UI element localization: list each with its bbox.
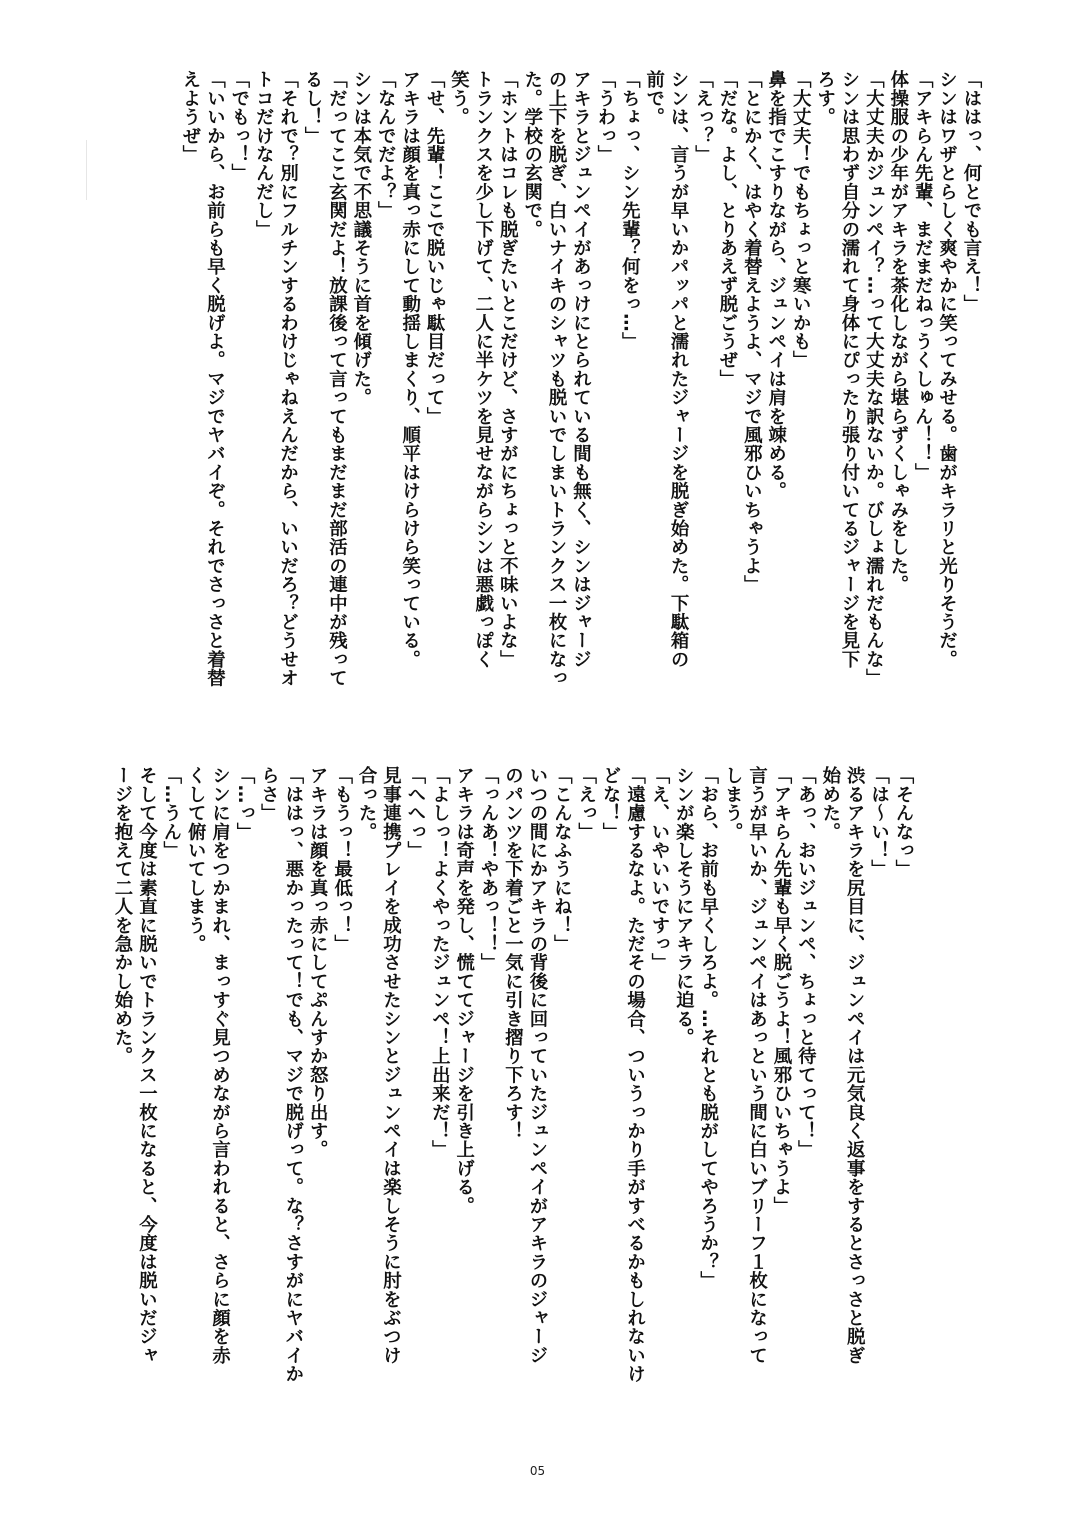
text-line: 「ははっ、何とでも言え！」 bbox=[961, 70, 982, 314]
text-line: えようぜ」 bbox=[180, 70, 201, 164]
text-line: 「…うん」 bbox=[160, 766, 182, 860]
text-line: 「こんなふうにね！」 bbox=[551, 766, 573, 953]
text-line: シンはワザとらしく爽やかに笑ってみせる。歯がキラリと光りそうだ。 bbox=[936, 70, 958, 669]
text-line: 「ちょっ、シン先輩？何をっ…」 bbox=[619, 70, 641, 351]
text-line: 「だってここ玄関だよ！放課後って言ってもまだまだ部活の連中が残って bbox=[326, 70, 348, 688]
text-line: 「うわっ」 bbox=[594, 70, 616, 164]
text-line: 「だな。よし、とりあえず脱ごうぜ」 bbox=[716, 70, 738, 388]
text-line: るし！」 bbox=[302, 70, 324, 145]
text-line: 「大丈夫かジュンペイ？…って大丈夫な訳ないか。びしょ濡れだもんな」 bbox=[863, 70, 885, 688]
scan-artifact bbox=[86, 140, 87, 200]
text-line: 「とにかく、はやく着替えようよ、マジで風邪ひいちゃうよ」 bbox=[741, 70, 763, 594]
text-line: 「アキらん先輩、まだまだねっうくしゅん！！」 bbox=[912, 70, 934, 482]
text-line: どな！」 bbox=[600, 766, 622, 841]
text-line: 「あっ、おいジュンペ、ちょっと待てって！」 bbox=[795, 766, 817, 1159]
text-line: アキラは顔を真っ赤にしてぷんすか怒り出す。 bbox=[307, 766, 329, 1159]
text-line: 「へへっ」 bbox=[404, 766, 426, 860]
text-line: 笑う。 bbox=[448, 70, 470, 127]
text-line: トコだけなんだし」 bbox=[253, 70, 275, 239]
text-line: 「もうっ！最低っ！」 bbox=[331, 766, 353, 953]
text-line: 始めた。 bbox=[819, 766, 841, 841]
text-line: 「それで？別にフルチンするわけじゃねえんだから、いいだろ？どうせオ bbox=[277, 70, 299, 688]
text-line: シンが楽しそうにアキラに迫る。 bbox=[673, 766, 695, 1047]
text-line: シンは本気で不思議そうに首を傾げた。 bbox=[350, 70, 372, 407]
text-line: アキラとジュンペイがあっけにとられている間も無く、シンはジャージ bbox=[570, 70, 592, 669]
text-line: そして今度は素直に脱いでトランクス一枚になると、今度は脱いだジャ bbox=[136, 766, 158, 1365]
text-line: た。学校の玄関で。 bbox=[521, 70, 543, 239]
text-line: 「なんでだよ？」 bbox=[375, 70, 397, 220]
text-line: 「ホントはコレも脱ぎたいとこだけど、さすがにちょっと不味いよな」 bbox=[497, 70, 519, 669]
text-line: アキラは奇声を発し、慌ててジャージを引き上げる。 bbox=[453, 766, 475, 1215]
text-line: しまう。 bbox=[722, 766, 744, 841]
text-line: 「アキらん先輩も早く脱ごうよ！風邪ひいちゃうよ」 bbox=[770, 766, 792, 1215]
text-line: 体操服の少年がアキラを茶化しながら堪らずくしゃみをした。 bbox=[887, 70, 909, 594]
text-line: 「遠慮するなよ。ただその場合、ついうっかり手がすべるかもしれないけ bbox=[624, 766, 646, 1384]
page-number: 05 bbox=[529, 1464, 546, 1478]
text-line: 「よしっ！よくやったジュンペ！上出来だ！」 bbox=[429, 766, 451, 1159]
text-line: 「いいから、お前らも早く脱げよ。マジでヤバイぞ。それでさっさと着替 bbox=[204, 70, 226, 688]
text-line: 「は～い！」 bbox=[868, 766, 890, 879]
text-line: の上下を脱ぎ、白いナイキのシャツも脱いでしまいトランクス一枚になっ bbox=[546, 70, 568, 688]
text-line: シンは、言うが早いかパッパと濡れたジャージを脱ぎ始めた。下駄箱の bbox=[668, 70, 690, 669]
text-line: ージを抱えて二人を急かし始めた。 bbox=[112, 766, 133, 1066]
text-line: いつの間にかアキラの背後に回っていたジュンペイがアキラのジャージ bbox=[526, 766, 548, 1365]
text-line: 「せ、先輩！ここで脱いじゃ駄目だって」 bbox=[424, 70, 446, 426]
text-line: くして俯いてしまう。 bbox=[185, 766, 207, 953]
text-line: 「大丈夫！でもちょっと寒いかも」 bbox=[790, 70, 812, 370]
text-line: 「えっ」 bbox=[575, 766, 597, 841]
text-line: トランクスを少し下げて、二人に半ケツを見せながらシンは悪戯っぽく bbox=[472, 70, 494, 669]
text-line: 見事連携プレイを成功させたシンとジュンペイは楽しそうに肘をぶつけ bbox=[380, 766, 402, 1365]
text-line: 「えっ？」 bbox=[692, 70, 714, 164]
text-line: アキラは顔を真っ赤にして動揺しまくり、順平はけらけら笑っている。 bbox=[399, 70, 421, 669]
text-line: 合った。 bbox=[356, 766, 378, 841]
text-line: 「…っ」 bbox=[234, 766, 256, 841]
lower-text-block bbox=[112, 766, 915, 1396]
text-line: 「でもっ！」 bbox=[228, 70, 250, 183]
text-line: 「おら、お前も早くしろよ。…それとも脱がしてやろうか？」 bbox=[697, 766, 719, 1290]
text-line: 言うが早いか、ジュンペイはあっという間に白いブリーフ１枚になって bbox=[746, 766, 768, 1365]
text-line: 「っんあ！やあっ！！」 bbox=[478, 766, 500, 972]
upper-text-block bbox=[133, 70, 983, 700]
text-line: 「ははっ、悪かったって！でも、マジで脱げって。な？さすがにヤバイか bbox=[282, 766, 304, 1384]
text-line: 「え、いやいいですっ」 bbox=[648, 766, 670, 972]
text-line: 渋るアキラを尻目に、ジュンペイは元気良く返事をするとさっさと脱ぎ bbox=[844, 766, 866, 1365]
text-line: 前で。 bbox=[643, 70, 665, 127]
text-line: 鼻を指でこすりながら、ジュンペイは肩を竦める。 bbox=[765, 70, 787, 501]
text-line: らさ」 bbox=[258, 766, 280, 823]
text-line: シンに肩をつかまれ、まっすぐ見つめながら言われると、さらに顔を赤 bbox=[209, 766, 231, 1365]
text-line: シンは思わず自分の濡れて身体にぴったり張り付いてるジャージを見下 bbox=[838, 70, 860, 669]
text-line: 「そんなっ」 bbox=[893, 766, 914, 879]
text-line: ろす。 bbox=[814, 70, 836, 127]
text-line: のパンツを下着ごと一気に引き摺り下ろす！ bbox=[502, 766, 524, 1140]
